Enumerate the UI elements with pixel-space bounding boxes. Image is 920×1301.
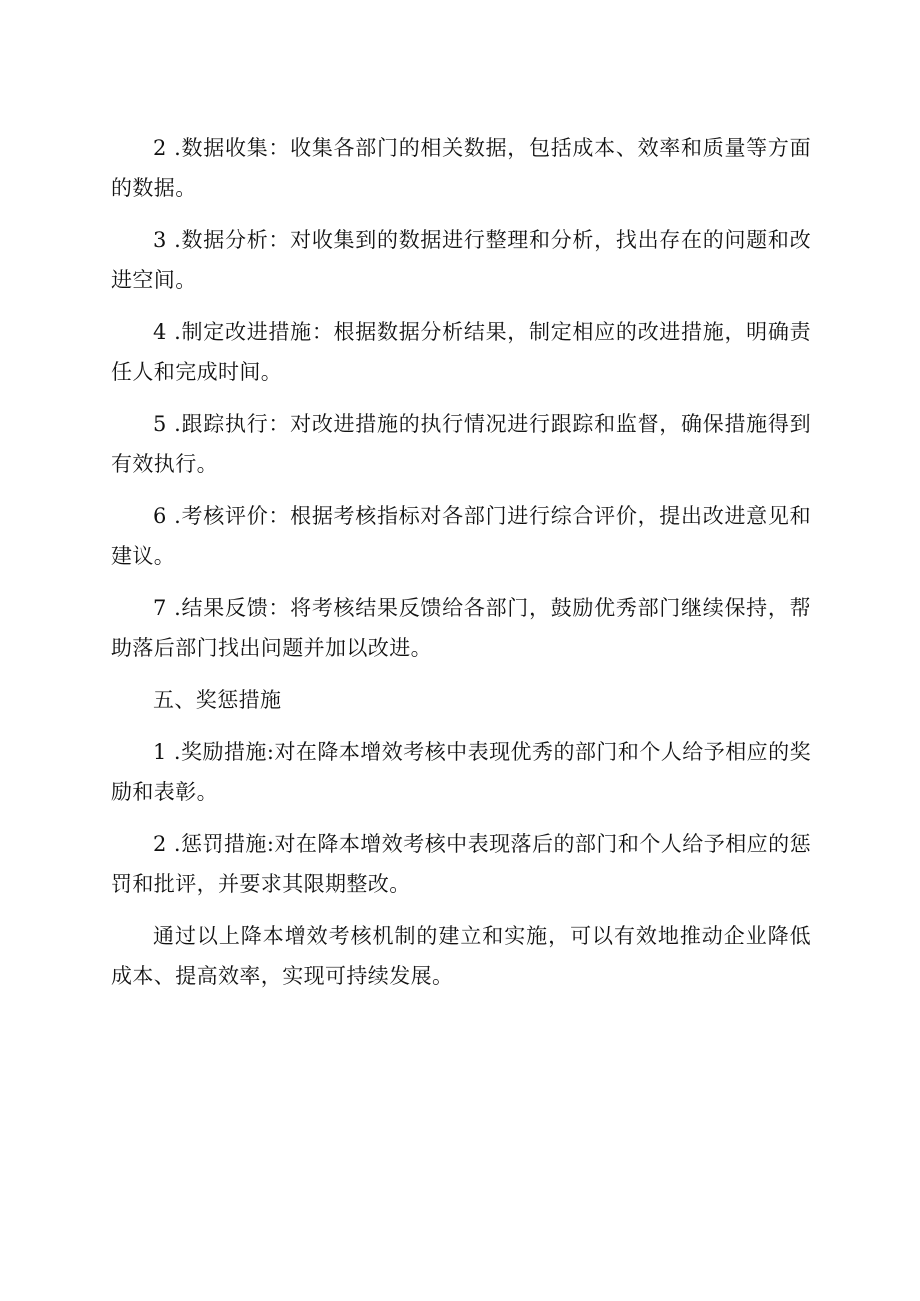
reward-measures: 1 .奖励措施:对在降本增效考核中表现优秀的部门和个人给予相应的奖励和表彰。 [111,740,811,804]
step-result-feedback: 7 .结果反馈：将考核结果反馈给各部门，鼓励优秀部门继续保持，帮助落后部门找出问题并加以改进。 [111,596,811,660]
document-body [111,128,811,1008]
step-tracking-execution: 5 .跟踪执行：对改进措施的执行情况进行跟踪和监督，确保措施得到有效执行。 [111,412,811,476]
section-heading-rewards-penalties: 五、奖惩措施 [153,688,282,712]
step-data-collection: 2 .数据收集：收集各部门的相关数据，包括成本、效率和质量等方面的数据。 [111,136,811,200]
step-assessment-evaluation: 6 .考核评价：根据考核指标对各部门进行综合评价，提出改进意见和建议。 [111,504,811,568]
step-data-analysis: 3 .数据分析：对收集到的数据进行整理和分析，找出存在的问题和改进空间。 [111,228,811,292]
penalty-measures: 2 .惩罚措施:对在降本增效考核中表现落后的部门和个人给予相应的惩罚和批评，并要求其限期整改。 [111,832,811,896]
step-improvement-measures: 4 .制定改进措施：根据数据分析结果，制定相应的改进措施，明确责任人和完成时间。 [111,320,811,384]
conclusion-paragraph: 通过以上降本增效考核机制的建立和实施，可以有效地推动企业降低成本、提高效率，实现可持续发展。 [111,924,811,988]
